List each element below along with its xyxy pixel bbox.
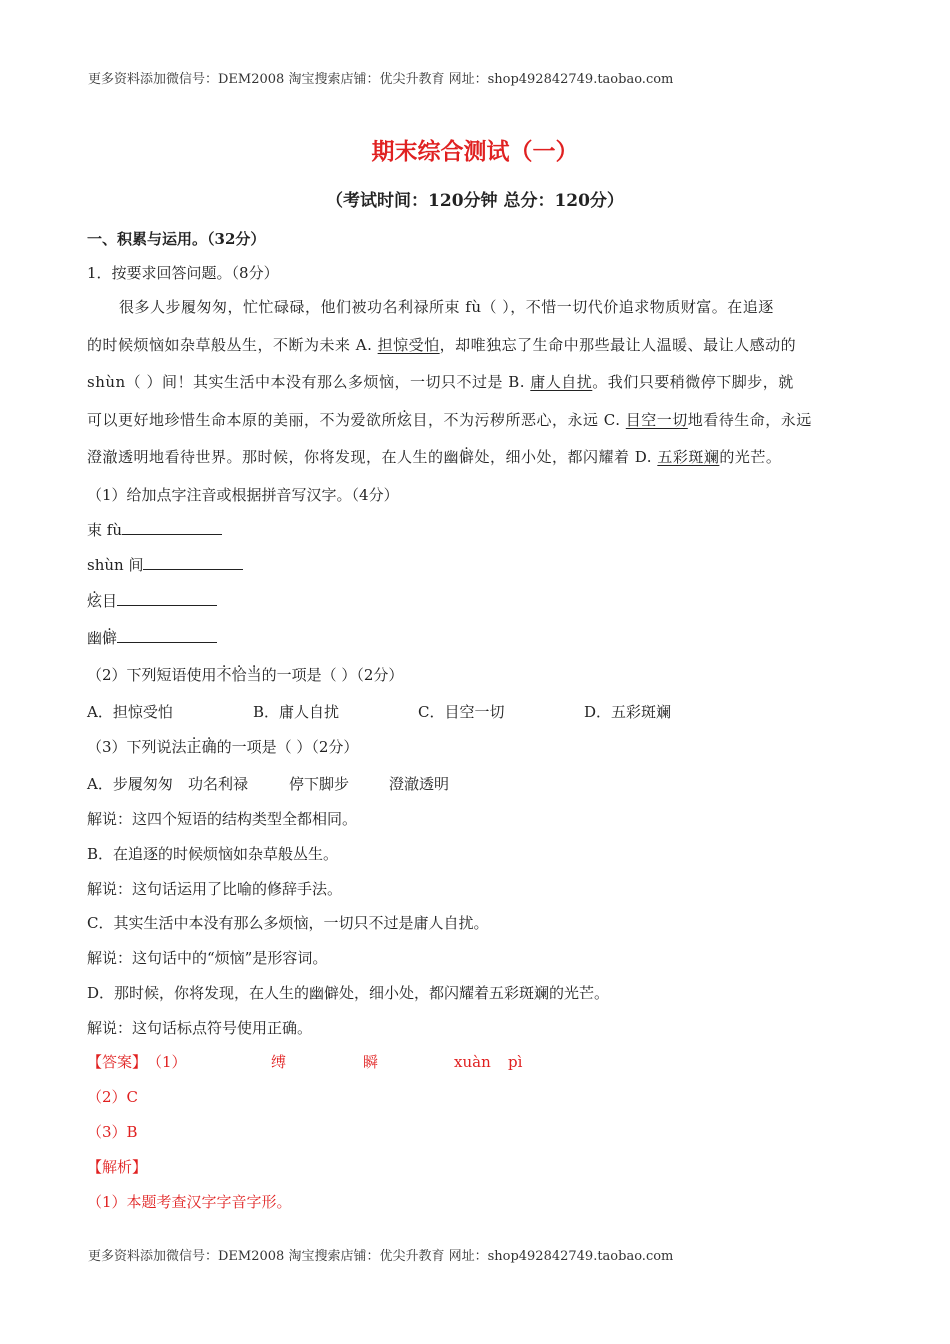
sub-question-3 [87, 737, 358, 757]
text: 的时候烦恼如杂草般丛生，不断为未来 A. [87, 336, 378, 354]
phrase: 澄澈透明 [389, 775, 450, 793]
page-footer: 更多资料添加微信号：DEM2008 淘宝搜索店铺：优尖升教育 网址：shop492842749.taobao.com [88, 1249, 674, 1264]
text: ，却唯独忘了生命中那些最让人温暖、最让人感动的 [439, 336, 797, 354]
text: 幽 [87, 629, 103, 647]
text: 的光芒。 [719, 448, 782, 466]
text: 的一项是（ ）（2分） [261, 666, 404, 684]
text: 地看待生命，永远 [687, 411, 812, 429]
answer-pi: pì [508, 1053, 523, 1071]
fill-blank-4 [87, 628, 217, 648]
option-c[interactable]: C．目空一切 [418, 703, 505, 721]
text: 处，细小处，都闪耀着 D. [474, 448, 658, 466]
text: shùn 间 [87, 556, 144, 574]
options-q2 [87, 702, 671, 722]
analysis-line-1: （1）本题考查汉字字音字形。 [87, 1193, 292, 1211]
explanation-c: 解说：这句话中的“烦恼”是形容词。 [87, 949, 328, 967]
phrase-c: 目空一切 [625, 411, 688, 429]
passage-line-5 [87, 447, 781, 467]
phrase: 停下脚步 [289, 775, 350, 793]
answer-xuan: xuàn [454, 1053, 491, 1071]
answer-line [87, 1052, 787, 1072]
option-c-sentence: C．其实生活中本没有那么多烦恼，一切只不过是庸人自扰。 [87, 914, 489, 932]
option-d-sentence: D．那时候，你将发现，在人生的幽僻处，细小处，都闪耀着五彩斑斓的光芒。 [87, 984, 610, 1002]
page-header: 更多资料添加微信号：DEM2008 淘宝搜索店铺：优尖升教育 网址：shop492842749.taobao.com [88, 72, 674, 87]
passage-line-4 [87, 410, 812, 430]
answer-part-1: （1） [147, 1053, 187, 1071]
option-d[interactable]: D．五彩斑斓 [584, 703, 672, 721]
phrase: 功名利禄 [188, 775, 249, 793]
dotted-char: 僻 [459, 448, 475, 466]
passage-line-3 [87, 372, 794, 392]
analysis-label: 【解析】 [87, 1158, 148, 1176]
dotted-char: 炫 [87, 592, 103, 610]
sub-question-2 [87, 665, 403, 685]
text: 澄澈透明地看待世界。那时候，你将发现，在人生的幽 [87, 448, 460, 466]
fill-blank-3 [87, 591, 217, 611]
dotted-char: 不 [216, 666, 232, 684]
answer-part-3: （3）B [87, 1123, 138, 1141]
answer-blank[interactable] [122, 520, 222, 535]
question-1: 1．按要求回答问题。（8分） [87, 264, 279, 282]
passage-line-1: 很多人步履匆匆，忙忙碌碌，他们被功名利禄所束 fù（ ），不惜一切代价追求物质财富。在追逐 [119, 298, 774, 316]
option-a-phrases [87, 774, 449, 794]
option-a[interactable]: A．担惊受怕 [87, 703, 173, 721]
phrase-a: 担惊受怕 [377, 336, 440, 354]
answer-shun: 瞬 [363, 1053, 379, 1071]
exam-info: （考试时间：120分钟 总分：120分） [326, 191, 624, 211]
answer-label: 【答案】 [87, 1053, 148, 1071]
passage-line-2 [87, 335, 796, 355]
sub-question-1: （1）给加点字注音或根据拼音写汉字。（4分） [87, 486, 399, 504]
answer-fu: 缚 [271, 1053, 287, 1071]
phrase-b: 庸人自扰 [530, 373, 593, 391]
explanation-b: 解说：这句话运用了比喻的修辞手法。 [87, 880, 343, 898]
fill-blank-2 [87, 555, 243, 575]
explanation-a: 解说：这四个短语的结构类型全都相同。 [87, 810, 358, 828]
fill-blank-1 [87, 520, 222, 540]
answer-blank[interactable] [143, 555, 243, 570]
text: 目 [102, 592, 118, 610]
text: 可以更好地珍惜生命本原的美丽，不为爱欲所 [87, 411, 398, 429]
explanation-d: 解说：这句话标点符号使用正确。 [87, 1019, 313, 1037]
phrase: A．步履匆匆 [87, 775, 173, 793]
text: （3）下列说法 [87, 738, 187, 756]
dotted-char: 确 [201, 738, 217, 756]
text: shùn（ ）间！其实生活中本没有那么多烦恼，一切只不过是 B. [87, 373, 531, 391]
text: （2）下列短语使用 [87, 666, 217, 684]
phrase-d: 五彩斑斓 [657, 448, 720, 466]
text: 目，不为污秽所恶心，永远 C. [412, 411, 626, 429]
option-b[interactable]: B．庸人自扰 [253, 703, 340, 721]
dotted-char: 当 [246, 666, 262, 684]
dotted-char: 僻 [102, 629, 118, 647]
text: 束 fù [87, 521, 122, 539]
section-heading: 一、积累与运用。（32分） [87, 230, 266, 248]
text: 的一项是（ ）（2分） [216, 738, 359, 756]
text: 。我们只要稍微停下脚步，就 [592, 373, 794, 391]
answer-blank[interactable] [117, 591, 217, 606]
answer-blank[interactable] [117, 628, 217, 643]
answer-part-2: （2）C [87, 1088, 139, 1106]
dotted-char: 恰 [231, 666, 247, 684]
dotted-char: 炫 [397, 411, 413, 429]
page-title: 期末综合测试（一） [371, 138, 579, 165]
option-b-sentence: B．在追逐的时候烦恼如杂草般丛生。 [87, 845, 339, 863]
dotted-char: 正 [186, 738, 202, 756]
